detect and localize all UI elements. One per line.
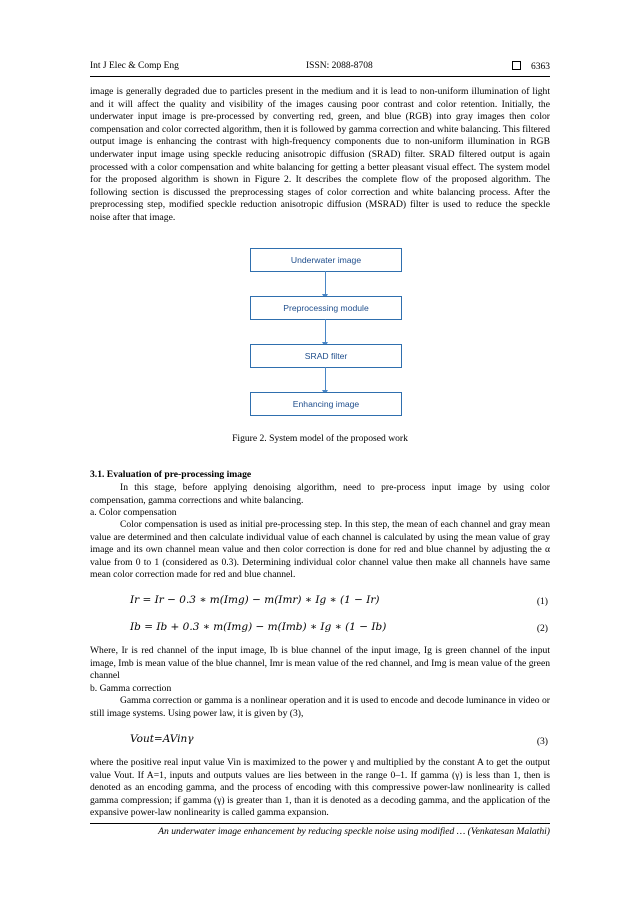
arrow-down-icon <box>325 367 326 391</box>
eq2-text: Ib = Ib + 0.3 ∗ m(Img) − m(Imb) ∗ Ig ∗ (1 − Ib) <box>130 621 387 633</box>
figure-box-preprocessing: Preprocessing module <box>250 296 402 320</box>
figure-box-srad-filter: SRAD filter <box>250 344 402 368</box>
figure-box-enhancing-image: Enhancing image <box>250 392 402 416</box>
equation-1 <box>130 594 380 606</box>
equation-3-number: (3) <box>536 736 548 747</box>
arrow-down-icon <box>325 319 326 343</box>
subheading-color-compensation: a. Color compensation <box>90 507 177 518</box>
equation-2 <box>130 621 386 633</box>
equation-3 <box>130 733 194 745</box>
where-definitions: Where, Ir is red channel of the input image, Ib is blue channel of the input image, Ig is green channel of the input image, Imb is mean value of the blue channel, Imr is mean value of the red channel, and Img is mean value of the green channel <box>90 645 550 682</box>
eq1-text: Ir = Ir − 0.3 ∗ m(Img) − m(Imr) ∗ Ig ∗ (1 − Ir) <box>130 594 380 606</box>
eq3-text: Vout=AVinγ <box>130 733 194 745</box>
issn: ISSN: 2088-8708 <box>306 61 373 71</box>
header-rule <box>90 76 550 77</box>
color-compensation-text: Color compensation is used as initial pre-processing step. In this step, the mean of each channel and gray mean value are determined and then calculate individual value of each channel is calculated by using the mean value of gray image and its own channel mean value and then color correction is done for red and blue channel by adjusting the α value from 0 to 1 (considered as 0.3). Determining individual color channel value then make all channels have same mean color correction made for red and blue channel. <box>90 519 550 581</box>
arrow-down-icon <box>325 271 326 295</box>
gamma-correction-text: Gamma correction or gamma is a nonlinear operation and it is used to encode and decode luminance in video or still image systems. Using power law, it is given by (3), <box>90 695 550 719</box>
equation-1-number: (1) <box>536 596 548 607</box>
gamma-explanation: where the positive real input value Vin is maximized to the power γ and multiplied by the constant A to get the output value Vout. If A=1, inputs and outputs values are lies between in the range 0–1. If gamma (γ) is less than 1, then is denoted as an encoding gamma, and the process of encoding with this compressive power-law nonlinearity is called gamma compression; if gamma (γ) is greater than 1, than it is denoted as a decoding gamma, and the application of the expansive power-law nonlinearity is called gamma expansion. <box>90 757 550 819</box>
intro-paragraph: image is generally degraded due to particles present in the medium and it is lead to non-uniform illumination of light and it will affect the quality and visibility of the images causing poor contrast and color retention. Initially, the underwater input image is pre-processed by converting red, green, and blue (RGB) into gray images then color compensation and color corrected algorithm, then it is followed by gamma correction and white balancing. This filtered output image is enhancing the contrast with high-frequency components due to non-uniform illumination in RGB underwater input image using speckle reducing anisotropic diffusion (SRAD) filter. SRAD filtered output is again processed with a color compensation and white balancing for getting a better pleasant visual effect. The system model for the proposed algorithm is shown in Figure 2. It describes the complete flow of the proposed algorithm. The following section is discussed the preprocessing stages of color correction and white balancing process. After the preprocessing step, modified speckle reduction anisotropic diffusion (MSRAD) filter is used to reduce the speckle noise after that image. <box>90 86 550 223</box>
equation-2-number: (2) <box>536 623 548 634</box>
running-header <box>90 61 550 77</box>
figure-box-underwater-image: Underwater image <box>250 248 402 272</box>
journal-name: Int J Elec & Comp Eng <box>90 61 179 71</box>
figure-caption: Figure 2. System model of the proposed work <box>232 433 408 444</box>
page-number-group <box>512 61 550 72</box>
section-intro: In this stage, before applying denoising algorithm, need to pre-process input image by using color compensation, gamma corrections and white balancing. <box>90 482 550 506</box>
section-heading: 3.1. Evaluation of pre-processing image <box>90 469 252 480</box>
square-icon <box>512 61 521 70</box>
footer-rule <box>90 823 550 824</box>
running-footer: An underwater image enhancement by reducing speckle noise using modified … (Venkatesan Malathi) <box>158 826 550 837</box>
page-number: 6363 <box>531 62 550 72</box>
system-model-figure <box>250 248 402 418</box>
subheading-gamma-correction: b. Gamma correction <box>90 683 172 694</box>
